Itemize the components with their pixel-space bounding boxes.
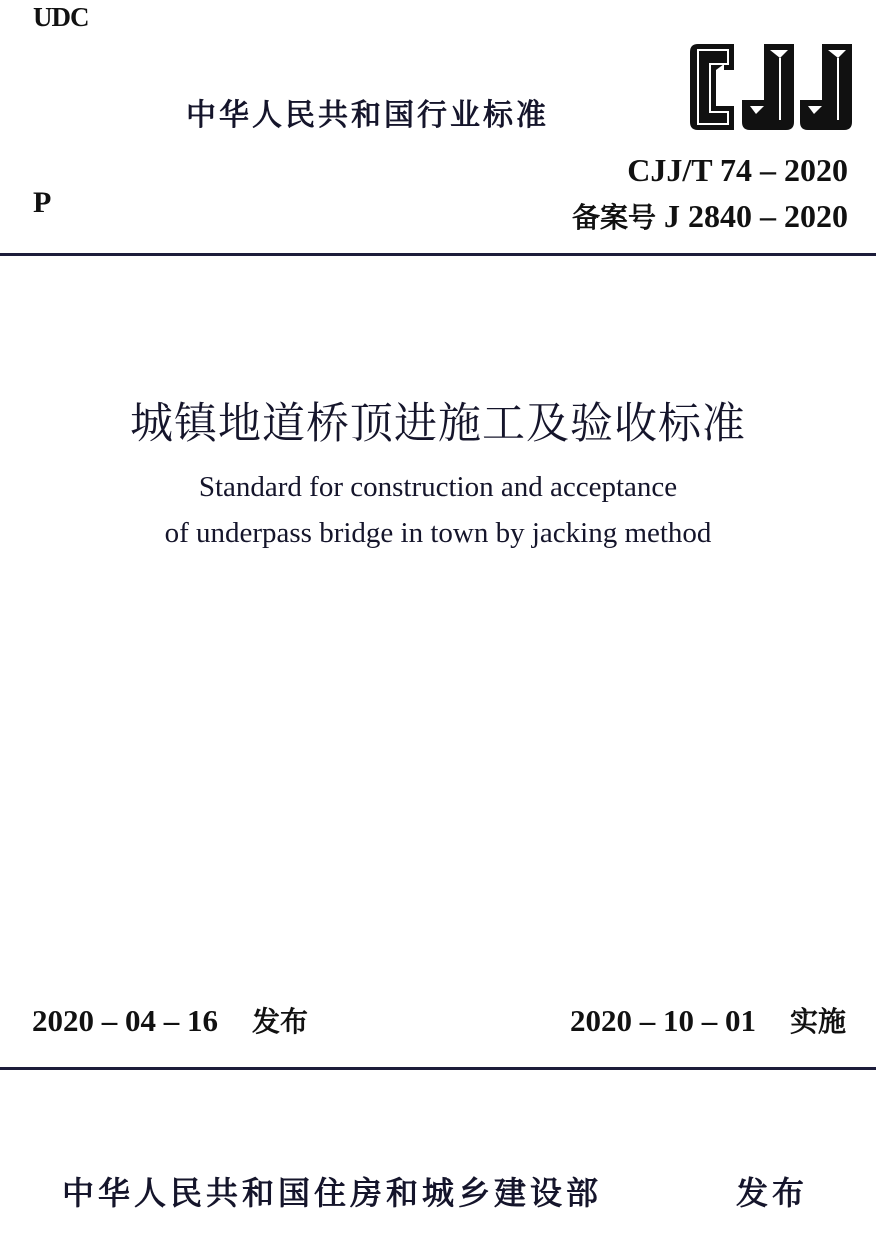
effective-label: 实施	[789, 1005, 846, 1038]
industry-standard-heading: 中华人民共和国行业标准	[186, 98, 549, 133]
title-english-line1: Standard for construction and acceptance	[198, 471, 678, 503]
issue-date: 2020 – 04 – 16	[32, 1003, 218, 1038]
standard-number: CJJ/T 74 – 2020	[627, 152, 848, 188]
issue-label: 发布	[252, 1005, 309, 1038]
record-prefix: 备案号	[571, 201, 656, 234]
cjj-logo-icon	[684, 40, 856, 134]
udc-label: UDC	[33, 2, 89, 32]
top-divider	[0, 253, 876, 256]
record-number-line	[572, 196, 848, 236]
publisher-action: 发布	[736, 1174, 809, 1212]
record-number: J 2840 – 2020	[664, 198, 848, 234]
bottom-divider	[0, 1067, 876, 1070]
title-english-line2: of underpass bridge in town by jacking method	[164, 517, 712, 549]
issue-date-block	[32, 1000, 308, 1040]
classification-code: P	[33, 186, 52, 219]
effective-date-block	[570, 1000, 846, 1040]
effective-date: 2020 – 10 – 01	[569, 1003, 756, 1038]
publisher-name: 中华人民共和国住房和城乡建设部	[62, 1174, 603, 1212]
title-chinese: 城镇地道桥顶进施工及验收标准	[130, 399, 746, 449]
